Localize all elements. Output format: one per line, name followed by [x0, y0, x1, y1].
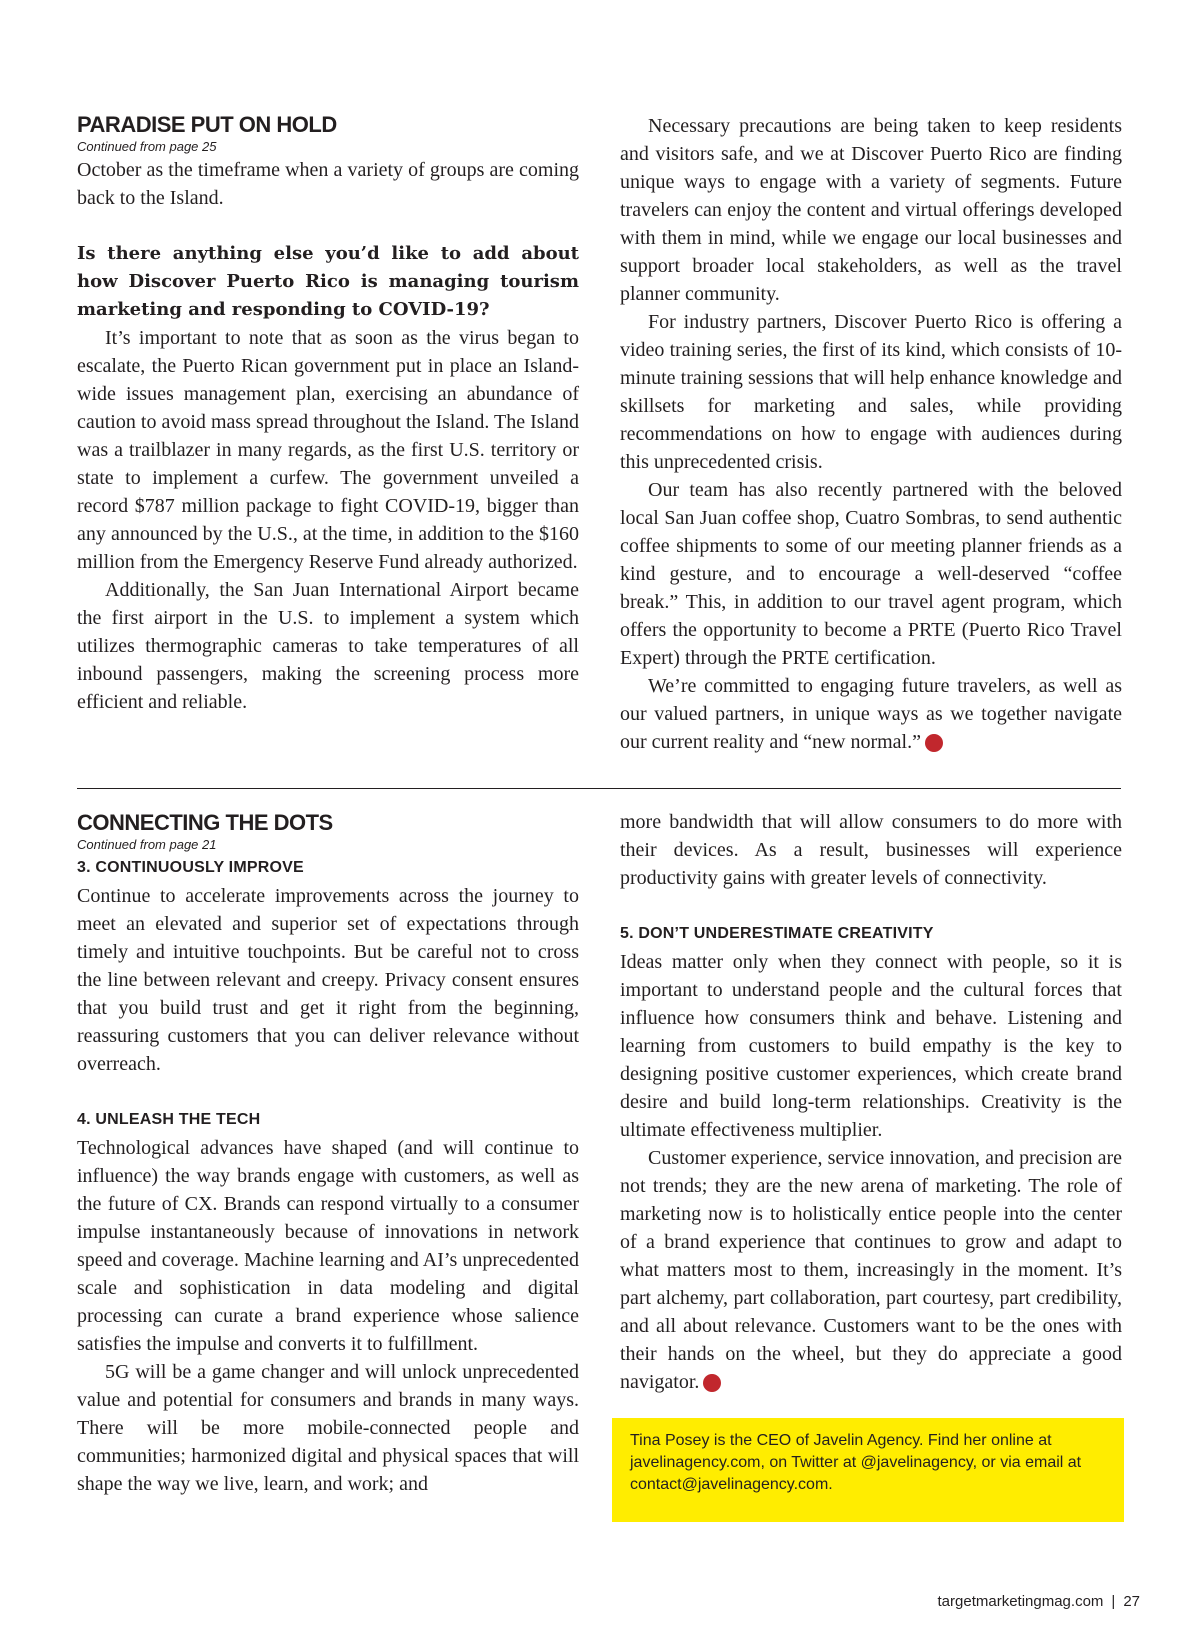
section2-paragraph: 5G will be a game changer and will unlock unprecedented value and potential for consumers and brands in many ways. There will be more mobile-connected people and communities; harmonized digital and physical spaces that will shape the way we live, learn, and work; and	[77, 1361, 579, 1495]
section1-closing-paragraph	[620, 672, 1122, 756]
section1-continued-note: Continued from page 25	[77, 139, 217, 154]
subheading-dont-underestimate-creativity: 5. DON’T UNDERESTIMATE CREATIVITY	[620, 925, 934, 942]
section2-paragraph: more bandwidth that will allow consumers to do more with their devices. As a result, businesses will experience productivity gains with greater levels of connectivity.	[620, 811, 1122, 889]
section2-title: CONNECTING THE DOTS	[77, 810, 333, 835]
section1-paragraph: Our team has also recently partnered with the beloved local San Juan coffee shop, Cuatro Sombras, to send authentic coffee shipments to some of our meeting planner friends as a kind gesture, and to encourage a well-deserved “coffee break.” This, in addition to our travel agent program, which offers the opportunity to become a PRTE (Puerto Rico Travel Expert) through the PRTE certification.	[620, 479, 1122, 669]
footer-site: targetmarketingmag.com	[937, 1593, 1104, 1610]
author-bio-box: Tina Posey is the CEO of Javelin Agency. Find her online at javelinagency.com, on Twitter at @javelinagency, or via email at contact@javelinagency.com.	[612, 1418, 1124, 1522]
section1-paragraph: October as the timeframe when a variety of groups are coming back to the Island.	[77, 159, 579, 209]
end-mark-icon: TM	[925, 734, 943, 752]
section2-paragraph: Technological advances have shaped (and will continue to influence) the way brands engage with customers, as well as the future of CX. Brands can respond virtually to a consumer impulse instantaneously because of innovations in network speed and coverage. Machine learning and AI’s unprecedented scale and sophistication in data modeling and digital processing can curate a brand experience whose salience satisfies the impulse and converts it to fulfillment.	[77, 1137, 579, 1355]
section1-question: Is there anything else you’d like to add about how Discover Puerto Rico is managing tourism marketing and responding to COVID-19?	[77, 243, 579, 320]
section1-paragraph: Necessary precautions are being taken to keep residents and visitors safe, and we at Discover Puerto Rico are finding unique ways to engage with a variety of segments. Future travelers can enjoy the content and virtual offerings developed with them in mind, while we engage our local businesses and support broader local stakeholders, as well as the travel planner community.	[620, 115, 1122, 305]
page-footer	[938, 1592, 1141, 1612]
section2-paragraph: Continue to accelerate improvements across the journey to meet an elevated and superior set of expectations through timely and intuitive touchpoints. But be careful not to cross the line between relevant and creepy. Privacy consent ensures that you build trust and get it right from the beginning, reassuring customers that you can deliver relevance without overreach.	[77, 885, 579, 1075]
end-mark-icon: TM	[703, 1374, 721, 1392]
footer-separator: |	[1111, 1593, 1116, 1610]
section1-paragraph: For industry partners, Discover Puerto Rico is offering a video training series, the first of its kind, which consists of 10-minute training sessions that will help enhance knowledge and skillsets for marketing and sales, while providing recommendations on how to engage with audiences during this unprecedented crisis.	[620, 311, 1122, 473]
section2-left-column	[77, 810, 579, 1498]
section1-left-column	[77, 112, 579, 716]
section2-right-column	[620, 808, 1122, 1396]
section2-closing-paragraph	[620, 1144, 1122, 1396]
section1-closing-text: We’re committed to engaging future travelers, as well as our valued partners, in unique ways as we together navigate our current reality and “new normal.”	[620, 675, 1122, 753]
section1-title: PARADISE PUT ON HOLD	[77, 112, 337, 137]
section2-continued-note: Continued from page 21	[77, 837, 217, 852]
section1-paragraph: Additionally, the San Juan International Airport became the first airport in the U.S. to implement a system which utilizes thermographic cameras to take temperatures of all inbound passengers, making the screening process more efficient and reliable.	[77, 579, 579, 713]
section2-closing-text: Customer experience, service innovation, and precision are not trends; they are the new arena of marketing. The role of marketing now is to holistically entice people into the center of a brand experience that continues to grow and adapt to what matters most to them, increasingly in the moment. It’s part alchemy, part collaboration, part courtesy, part credibility, and all about relevance. Customers want to be the ones with their hands on the wheel, but they do appreciate a good navigator.	[620, 1147, 1122, 1393]
subheading-continuously-improve: 3. CONTINUOUSLY IMPROVE	[77, 859, 304, 876]
page-number: 27	[1123, 1593, 1140, 1610]
subheading-unleash-the-tech: 4. UNLEASH THE TECH	[77, 1111, 261, 1128]
section2-paragraph: Ideas matter only when they connect with people, so it is important to understand people and the cultural forces that influence how consumers think and behave. Listening and learning from customers to build empathy is the key to designing positive customer experiences, which create brand desire and build long-term relationships. Creativity is the ultimate effectiveness multiplier.	[620, 951, 1122, 1141]
section1-right-column	[620, 112, 1122, 756]
section-divider	[77, 788, 1121, 789]
section1-paragraph: It’s important to note that as soon as the virus began to escalate, the Puerto Rican government put in place an Island-wide issues management plan, exercising an abundance of caution to avoid mass spread throughout the Island. The Island was a trailblazer in many regards, as the first U.S. territory or state to implement a curfew. The government unveiled a record $787 million package to fight COVID-19, bigger than any announced by the U.S., at the time, in addition to the $160 million from the Emergency Reserve Fund already authorized.	[77, 327, 579, 573]
